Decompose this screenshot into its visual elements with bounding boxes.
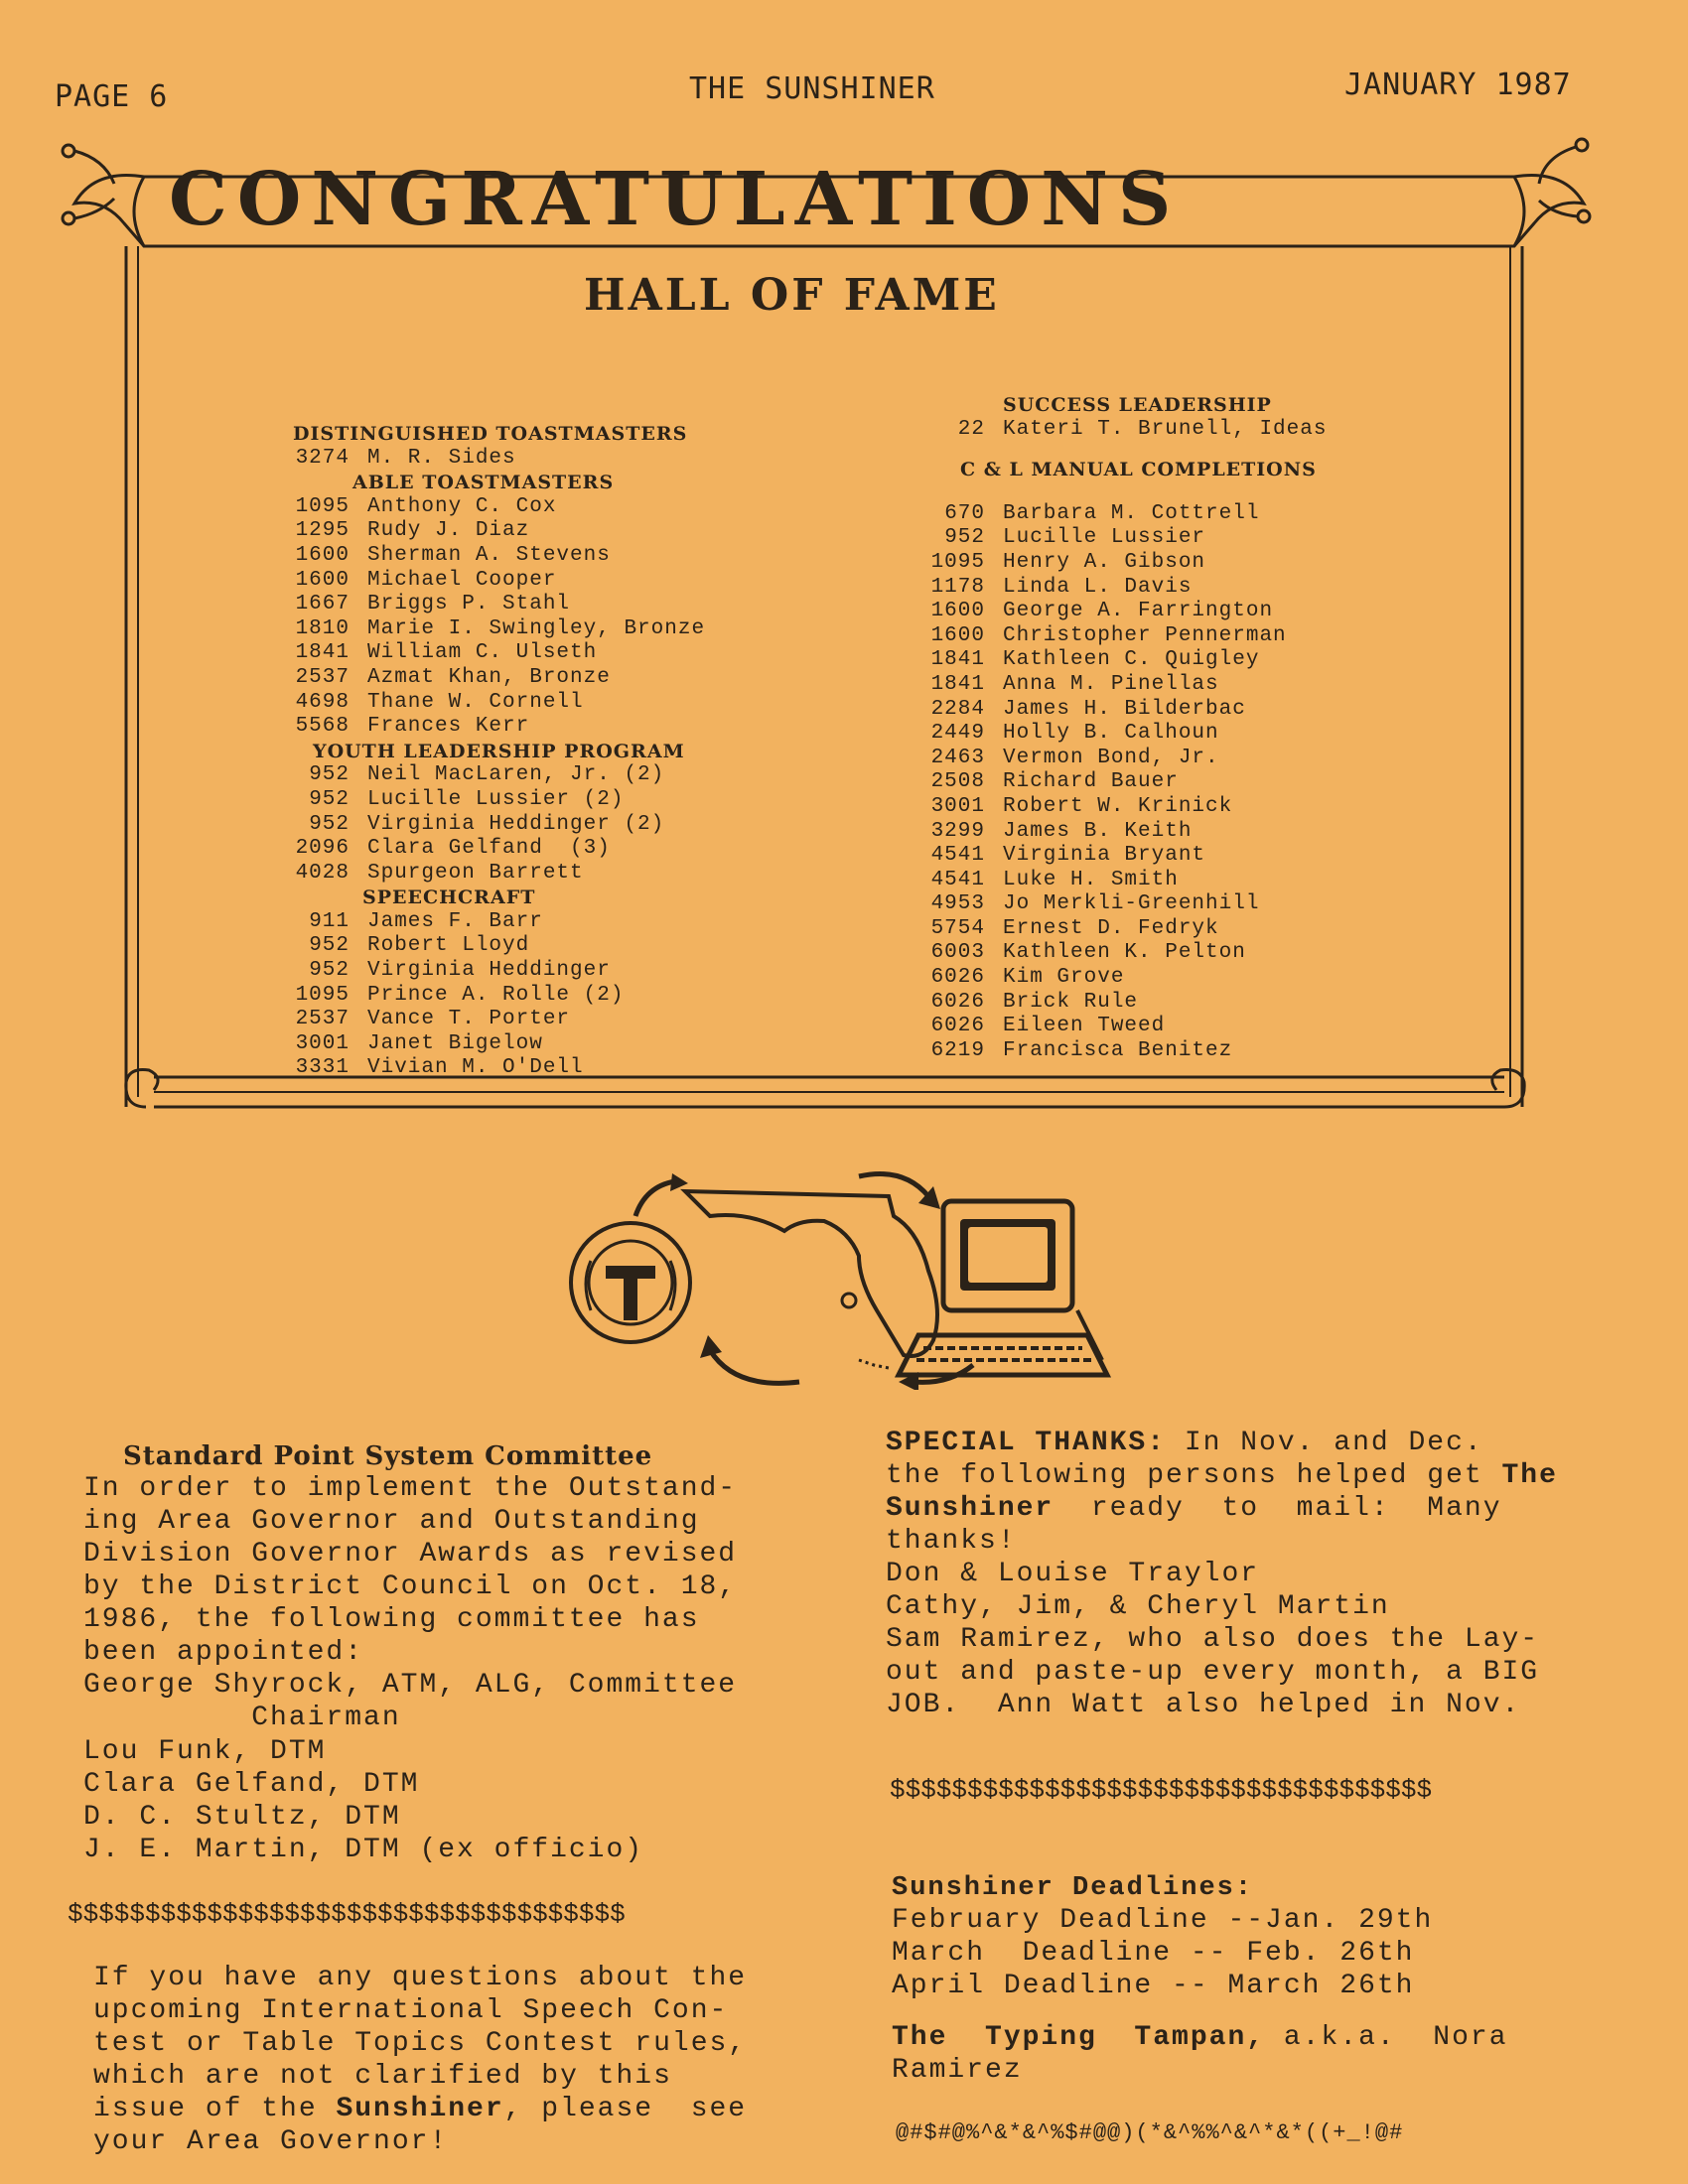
- club-number: 5754: [930, 916, 985, 940]
- club-number: 911: [309, 909, 350, 933]
- club-number: 1841: [930, 648, 985, 672]
- honoree-row: [914, 795, 1430, 820]
- honoree-row: [914, 991, 1430, 1016]
- honoree-name: Thane W. Cornell: [367, 690, 584, 714]
- club-number: 3331: [295, 1056, 350, 1080]
- honoree-name: Robert Lloyd: [367, 934, 530, 958]
- honoree-row: [278, 569, 794, 594]
- honoree-name: William C. Ulseth: [367, 641, 598, 665]
- section-heading: C & L MANUAL COMPLETIONS: [960, 459, 1317, 481]
- thanks-line-2: the following persons helped get The: [886, 1460, 1558, 1491]
- honoree-row: [278, 447, 794, 472]
- club-number: 4028: [295, 861, 350, 885]
- questions-line: test or Table Topics Contest rules,: [93, 2028, 748, 2059]
- deadline-line: March Deadline -- Feb. 26th: [892, 1938, 1415, 1969]
- honoree-row: [278, 666, 794, 691]
- cycle-arrows-icon: [635, 1173, 973, 1390]
- honoree-name: Anna M. Pinellas: [1003, 672, 1219, 696]
- club-number: 2508: [930, 770, 985, 794]
- honoree-row: [914, 576, 1430, 601]
- honoree-row: [278, 691, 794, 716]
- honoree-name: Linda L. Davis: [1003, 575, 1193, 599]
- honoree-name: George A. Farrington: [1003, 600, 1274, 623]
- honoree-name: Lucille Lussier (2): [367, 787, 625, 811]
- dollar-divider-right: $$$$$$$$$$$$$$$$$$$$$$$$$$$$$$$$$$$: [890, 1775, 1433, 1805]
- honoree-row: [914, 1015, 1430, 1039]
- honoree-name: Sherman A. Stevens: [367, 543, 611, 567]
- typist-credit-name: Ramirez: [892, 2055, 1023, 2086]
- club-number: 6219: [930, 1038, 985, 1062]
- committee-member-line: J. E. Martin, DTM (ex officio): [83, 1835, 644, 1865]
- honoree-row: [914, 820, 1430, 845]
- club-number: 952: [944, 526, 985, 550]
- club-number: 3299: [930, 819, 985, 843]
- honoree-name: James H. Bilderbac: [1003, 697, 1246, 721]
- club-number: 952: [309, 934, 350, 958]
- club-number: 22: [957, 417, 985, 441]
- honoree-row: [278, 763, 794, 788]
- thanks-line: Cathy, Jim, & Cheryl Martin: [886, 1591, 1390, 1622]
- section-heading: SUCCESS LEADERSHIP: [1003, 394, 1272, 416]
- club-number: 6003: [930, 941, 985, 965]
- committee-member-line: Lou Funk, DTM: [83, 1736, 327, 1767]
- club-number: 6026: [930, 966, 985, 990]
- honoree-name: Kathleen K. Pelton: [1003, 941, 1246, 965]
- honoree-name: Kateri T. Brunell, Ideas: [1003, 417, 1328, 441]
- club-number: 3001: [295, 1031, 350, 1055]
- congratulations-banner: CONGRATULATIONS: [169, 157, 1182, 242]
- honoree-name: Anthony C. Cox: [367, 494, 557, 518]
- honoree-row: [914, 892, 1430, 917]
- honoree-name: Vermon Bond, Jr.: [1003, 746, 1219, 769]
- newsletter-title: THE SUNSHINER: [689, 71, 935, 106]
- honoree-row: [914, 869, 1430, 893]
- honoree-name: Frances Kerr: [367, 715, 530, 739]
- honoree-row: [914, 966, 1430, 991]
- honoree-name: James F. Barr: [367, 909, 543, 933]
- honoree-row: [914, 648, 1430, 673]
- honoree-row: [914, 526, 1430, 551]
- honoree-name: Virginia Bryant: [1003, 844, 1206, 868]
- honoree-name: Virginia Heddinger: [367, 959, 611, 983]
- honoree-row: [914, 418, 1430, 443]
- club-number: 4698: [295, 690, 350, 714]
- honoree-name: M. R. Sides: [367, 446, 516, 470]
- honoree-name: Lucille Lussier: [1003, 526, 1206, 550]
- thanks-line: JOB. Ann Watt also helped in Nov.: [886, 1690, 1521, 1720]
- honoree-row: [914, 624, 1430, 649]
- club-number: 2284: [930, 697, 985, 721]
- committee-line: ing Area Governor and Outstanding: [83, 1506, 700, 1537]
- honoree-name: Robert W. Krinick: [1003, 794, 1233, 818]
- questions-line-6: your Area Governor!: [93, 2126, 449, 2157]
- club-number: 6026: [930, 1015, 985, 1038]
- honoree-row: [278, 1032, 794, 1057]
- committee-line: Chairman: [83, 1703, 401, 1733]
- honoree-row: [914, 941, 1430, 966]
- questions-line: which are not clarified by this: [93, 2061, 672, 2092]
- honoree-row: [914, 1039, 1430, 1064]
- honoree-name: Ernest D. Fedryk: [1003, 916, 1219, 940]
- club-number: 5568: [295, 715, 350, 739]
- honoree-row: [914, 917, 1430, 942]
- club-number: 1600: [930, 600, 985, 623]
- honoree-name: Azmat Khan, Bronze: [367, 665, 611, 689]
- club-number: 2537: [295, 665, 350, 689]
- honoree-row: [914, 502, 1430, 527]
- honoree-name: Brick Rule: [1003, 990, 1139, 1014]
- thanks-line-1: SPECIAL THANKS: In Nov. and Dec.: [886, 1428, 1483, 1458]
- committee-line: 1986, the following committee has: [83, 1604, 700, 1635]
- honoree-row: [278, 1056, 794, 1081]
- club-number: 1841: [295, 641, 350, 665]
- honoree-row: [914, 673, 1430, 698]
- committee-line: In order to implement the Outstand-: [83, 1473, 738, 1504]
- honoree-row: [278, 519, 794, 544]
- thanks-line: thanks!: [886, 1526, 1017, 1557]
- club-number: 670: [944, 501, 985, 525]
- deadline-line: February Deadline --Jan. 29th: [892, 1905, 1434, 1936]
- special-thanks-label: SPECIAL THANKS:: [886, 1428, 1167, 1458]
- honoree-row: [278, 837, 794, 862]
- club-number: 3001: [930, 794, 985, 818]
- club-number: 952: [309, 763, 350, 787]
- club-number: 1810: [295, 616, 350, 640]
- section-heading: SPEECHCRAFT: [362, 887, 536, 909]
- club-number: 4953: [930, 892, 985, 916]
- club-number: 4541: [930, 844, 985, 868]
- page-number: PAGE 6: [55, 79, 169, 114]
- questions-line: upcoming International Speech Con-: [93, 1995, 729, 2026]
- honoree-name: Janet Bigelow: [367, 1031, 543, 1055]
- honoree-row: [914, 722, 1430, 747]
- club-number: 2537: [295, 1008, 350, 1031]
- committee-member-line: D. C. Stultz, DTM: [83, 1802, 401, 1833]
- honoree-row: [278, 1008, 794, 1032]
- deadlines-list: [892, 1904, 1433, 2002]
- honoree-name: Holly B. Calhoun: [1003, 722, 1219, 746]
- honoree-row: [278, 788, 794, 813]
- honoree-row: [914, 747, 1430, 771]
- honoree-row: [278, 984, 794, 1009]
- honoree-row: [914, 600, 1430, 624]
- club-number: 1600: [295, 568, 350, 592]
- honoree-name: Kim Grove: [1003, 966, 1125, 990]
- honoree-name: Michael Cooper: [367, 568, 557, 592]
- club-number: 1095: [295, 494, 350, 518]
- honoree-name: Virginia Heddinger (2): [367, 812, 665, 836]
- committee-line: George Shyrock, ATM, ALG, Committee: [83, 1670, 738, 1701]
- district-illustration: [561, 1161, 1117, 1390]
- thanks-line: out and paste-up every month, a BIG: [886, 1657, 1540, 1688]
- honoree-row: [914, 698, 1430, 723]
- honoree-row: [278, 813, 794, 838]
- club-number: 1095: [295, 983, 350, 1007]
- honoree-name: Marie I. Swingley, Bronze: [367, 616, 706, 640]
- thanks-line: Don & Louise Traylor: [886, 1559, 1260, 1589]
- questions-note: [93, 1962, 747, 2093]
- dollar-divider-left: $$$$$$$$$$$$$$$$$$$$$$$$$$$$$$$$$$$$: [68, 1899, 626, 1929]
- club-number: 3274: [295, 446, 350, 470]
- honoree-row: [278, 862, 794, 887]
- hall-of-fame-left-column: [278, 422, 794, 1081]
- hall-of-fame-right-column: [914, 393, 1430, 1063]
- honoree-name: Eileen Tweed: [1003, 1015, 1166, 1038]
- honoree-name: Neil MacLaren, Jr. (2): [367, 763, 665, 787]
- club-number: 1841: [930, 672, 985, 696]
- issue-date: JANUARY 1987: [1344, 68, 1572, 102]
- club-number: 6026: [930, 990, 985, 1014]
- toastmasters-emblem-icon: [571, 1223, 690, 1342]
- thanks-line: Sam Ramirez, who also does the Lay-: [886, 1624, 1540, 1655]
- honoree-row: [914, 770, 1430, 795]
- committee-line: been appointed:: [83, 1637, 364, 1668]
- section-heading: DISTINGUISHED TOASTMASTERS: [293, 423, 688, 445]
- thanks-list: [886, 1525, 1539, 1721]
- club-number: 952: [309, 812, 350, 836]
- committee-title: Standard Point System Committee: [123, 1441, 653, 1471]
- honoree-row: [278, 934, 794, 959]
- club-number: 1095: [930, 550, 985, 574]
- club-number: 1667: [295, 593, 350, 616]
- honoree-name: Richard Bauer: [1003, 770, 1179, 794]
- committee-line: by the District Council on Oct. 18,: [83, 1571, 738, 1602]
- honoree-name: Clara Gelfand (3): [367, 837, 611, 861]
- committee-members: [83, 1735, 643, 1866]
- club-number: 1600: [930, 623, 985, 647]
- section-heading: ABLE TOASTMASTERS: [352, 472, 615, 494]
- honoree-name: Vance T. Porter: [367, 1008, 571, 1031]
- club-number: 4541: [930, 868, 985, 891]
- committee-text: [83, 1472, 737, 1734]
- questions-line-5: issue of the Sunshiner, please see: [93, 2094, 748, 2124]
- symbol-divider: @#$#@%^&*&^%$#@@)(*&^%%^&^*&*((+_!@#: [896, 2120, 1404, 2145]
- deadline-line: April Deadline -- March 26th: [892, 1971, 1415, 2001]
- honoree-row: [914, 551, 1430, 576]
- club-number: 1178: [930, 575, 985, 599]
- typist-credit: The Typing Tampan, a.k.a. Nora: [892, 2022, 1508, 2053]
- honoree-name: Francisca Benitez: [1003, 1038, 1233, 1062]
- club-number: 2463: [930, 746, 985, 769]
- honoree-name: Jo Merkli-Greenhill: [1003, 892, 1260, 916]
- questions-line: If you have any questions about the: [93, 1963, 748, 1993]
- thanks-line-3: Sunshiner ready to mail: Many: [886, 1493, 1502, 1524]
- club-number: 952: [309, 787, 350, 811]
- computer-icon: [899, 1201, 1107, 1375]
- honoree-name: Prince A. Rolle (2): [367, 983, 625, 1007]
- club-number: 952: [309, 959, 350, 983]
- honoree-name: Barbara M. Cottrell: [1003, 501, 1260, 525]
- hall-of-fame-title: HALL OF FAME: [584, 270, 1000, 321]
- honoree-name: Kathleen C. Quigley: [1003, 648, 1260, 672]
- section-heading: YOUTH LEADERSHIP PROGRAM: [313, 740, 685, 762]
- honoree-row: [278, 959, 794, 984]
- honoree-row: [278, 593, 794, 617]
- honoree-row: [278, 495, 794, 520]
- club-number: 2449: [930, 722, 985, 746]
- honoree-row: [914, 844, 1430, 869]
- honoree-row: [278, 641, 794, 666]
- honoree-name: Briggs P. Stahl: [367, 593, 571, 616]
- club-number: 1295: [295, 519, 350, 543]
- honoree-row: [278, 617, 794, 642]
- club-number: 1600: [295, 543, 350, 567]
- honoree-name: Luke H. Smith: [1003, 868, 1179, 891]
- honoree-name: Christopher Pennerman: [1003, 623, 1287, 647]
- committee-member-line: Clara Gelfand, DTM: [83, 1769, 420, 1800]
- deadlines-title: Sunshiner Deadlines:: [892, 1873, 1254, 1903]
- honoree-row: [278, 715, 794, 740]
- honoree-row: [278, 910, 794, 935]
- committee-line: Division Governor Awards as revised: [83, 1539, 738, 1570]
- honoree-name: Henry A. Gibson: [1003, 550, 1206, 574]
- honoree-name: Vivian M. O'Dell: [367, 1056, 584, 1080]
- honoree-name: Spurgeon Barrett: [367, 861, 584, 885]
- florida-map-icon: [685, 1191, 937, 1368]
- honoree-row: [278, 544, 794, 569]
- honoree-name: Rudy J. Diaz: [367, 519, 530, 543]
- honoree-name: James B. Keith: [1003, 819, 1193, 843]
- club-number: 2096: [295, 837, 350, 861]
